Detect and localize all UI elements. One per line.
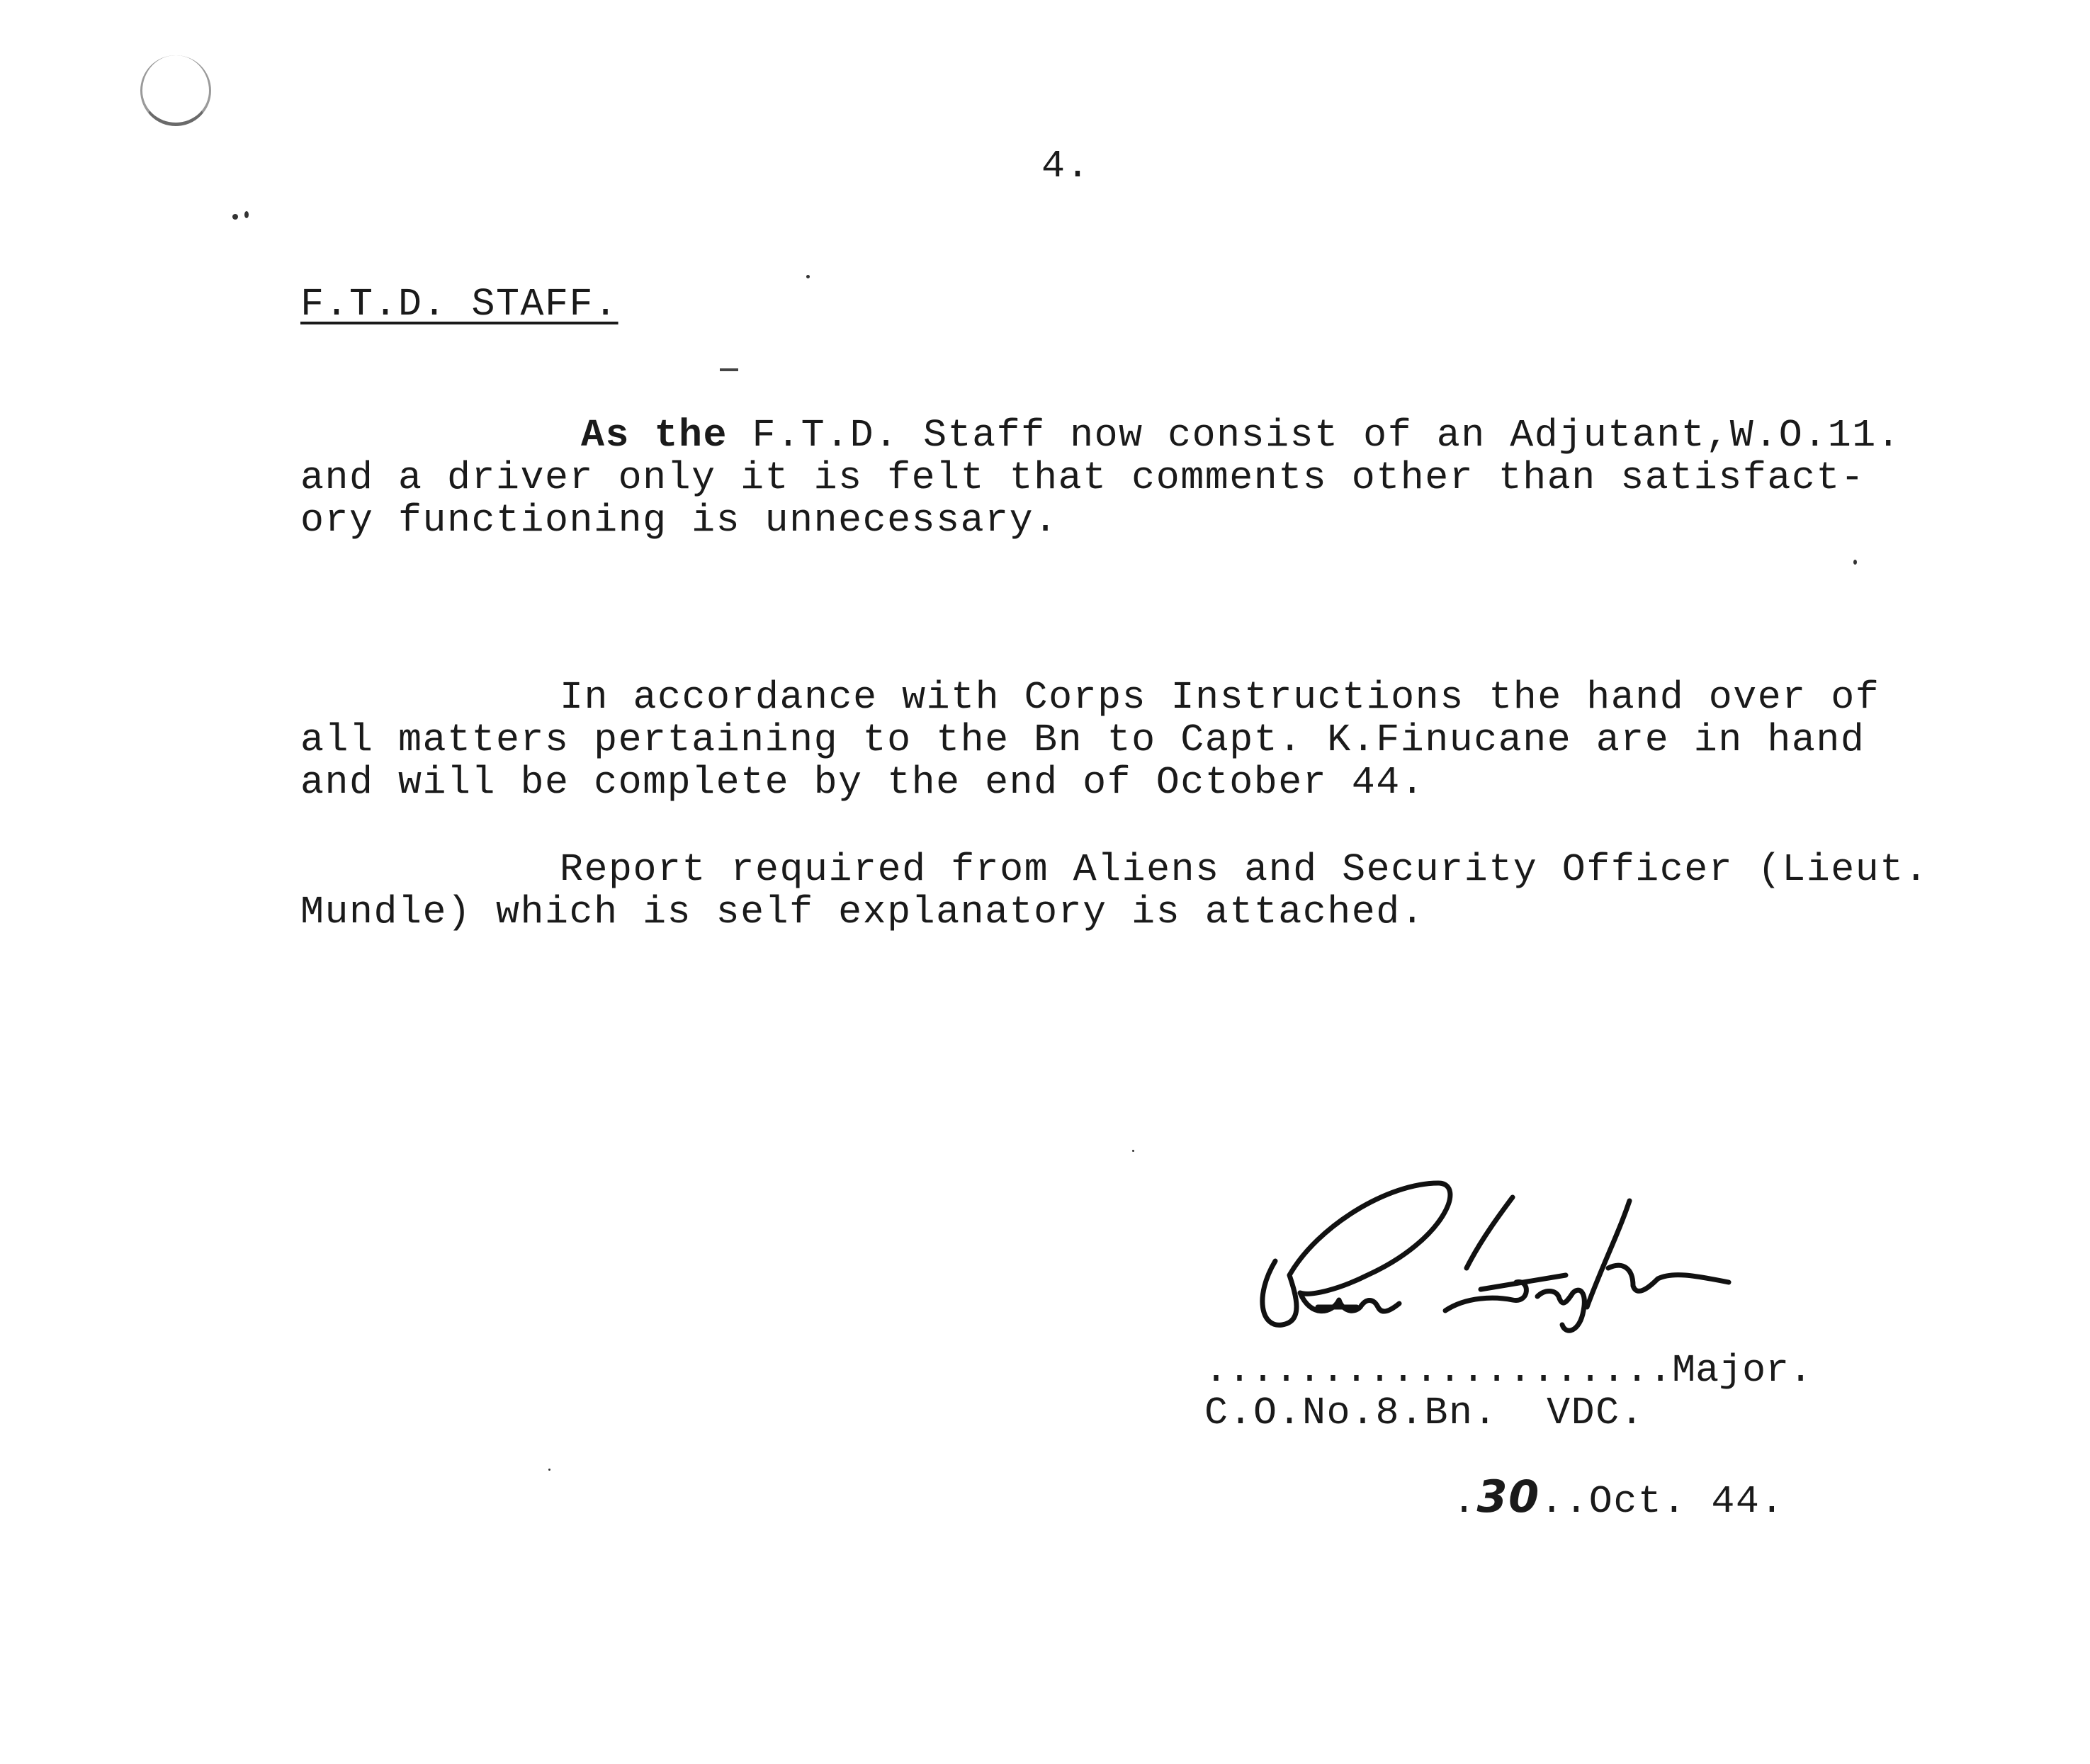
paper-speck [806,275,810,278]
paragraph-2-line-1: In accordance with Corps Instructions the hand over of [560,675,1880,720]
paragraph-2-line-3: and will be complete by the end of October 44. [300,760,1425,805]
paragraph-3-line-1: Report required from Aliens and Security Officer (Lieut. [560,847,1929,892]
paragraph-1-line-1-rest: F.T.D. Staff now consist of an Adjutant,W.O.11. [728,413,1902,458]
signatory-unit: C.O.No.8.Bn. VDC. [1204,1391,1645,1435]
paragraph-1-line-2: and a driver only it is felt that comments other than satisfact- [300,456,1865,500]
signatory-rank: Major. [1672,1348,1813,1393]
paper-speck [232,214,238,220]
section-heading: F.T.D. STAFF. [300,282,618,327]
date-suffix: ..Oct. 44. [1540,1479,1785,1524]
paragraph-1-lead: As the [581,413,728,458]
stray-dash-mark [720,368,738,371]
paragraph-3-line-2: Mundle) which is self explanatory is attached. [300,890,1425,934]
handwritten-signature [1233,1155,1771,1339]
paper-speck [548,1469,550,1471]
paper-speck [244,211,249,218]
document-date [1452,1471,1785,1524]
paper-speck [1853,560,1857,565]
paper-speck [1132,1150,1134,1152]
signature-line [1204,1350,1812,1392]
page-number: 4. [1041,144,1091,188]
paragraph-1-line-3: ory functioning is unnecessary. [300,498,1058,543]
paragraph-1-line-1 [581,414,1901,457]
date-prefix: . [1452,1479,1477,1524]
date-day-handwritten: 30 [1476,1471,1540,1522]
signature-dots: .................... [1204,1348,1673,1393]
paragraph-2-line-2: all matters pertaining to the Bn to Capt. K.Finucane are in hand [300,718,1865,762]
punch-hole-mark [140,55,211,126]
